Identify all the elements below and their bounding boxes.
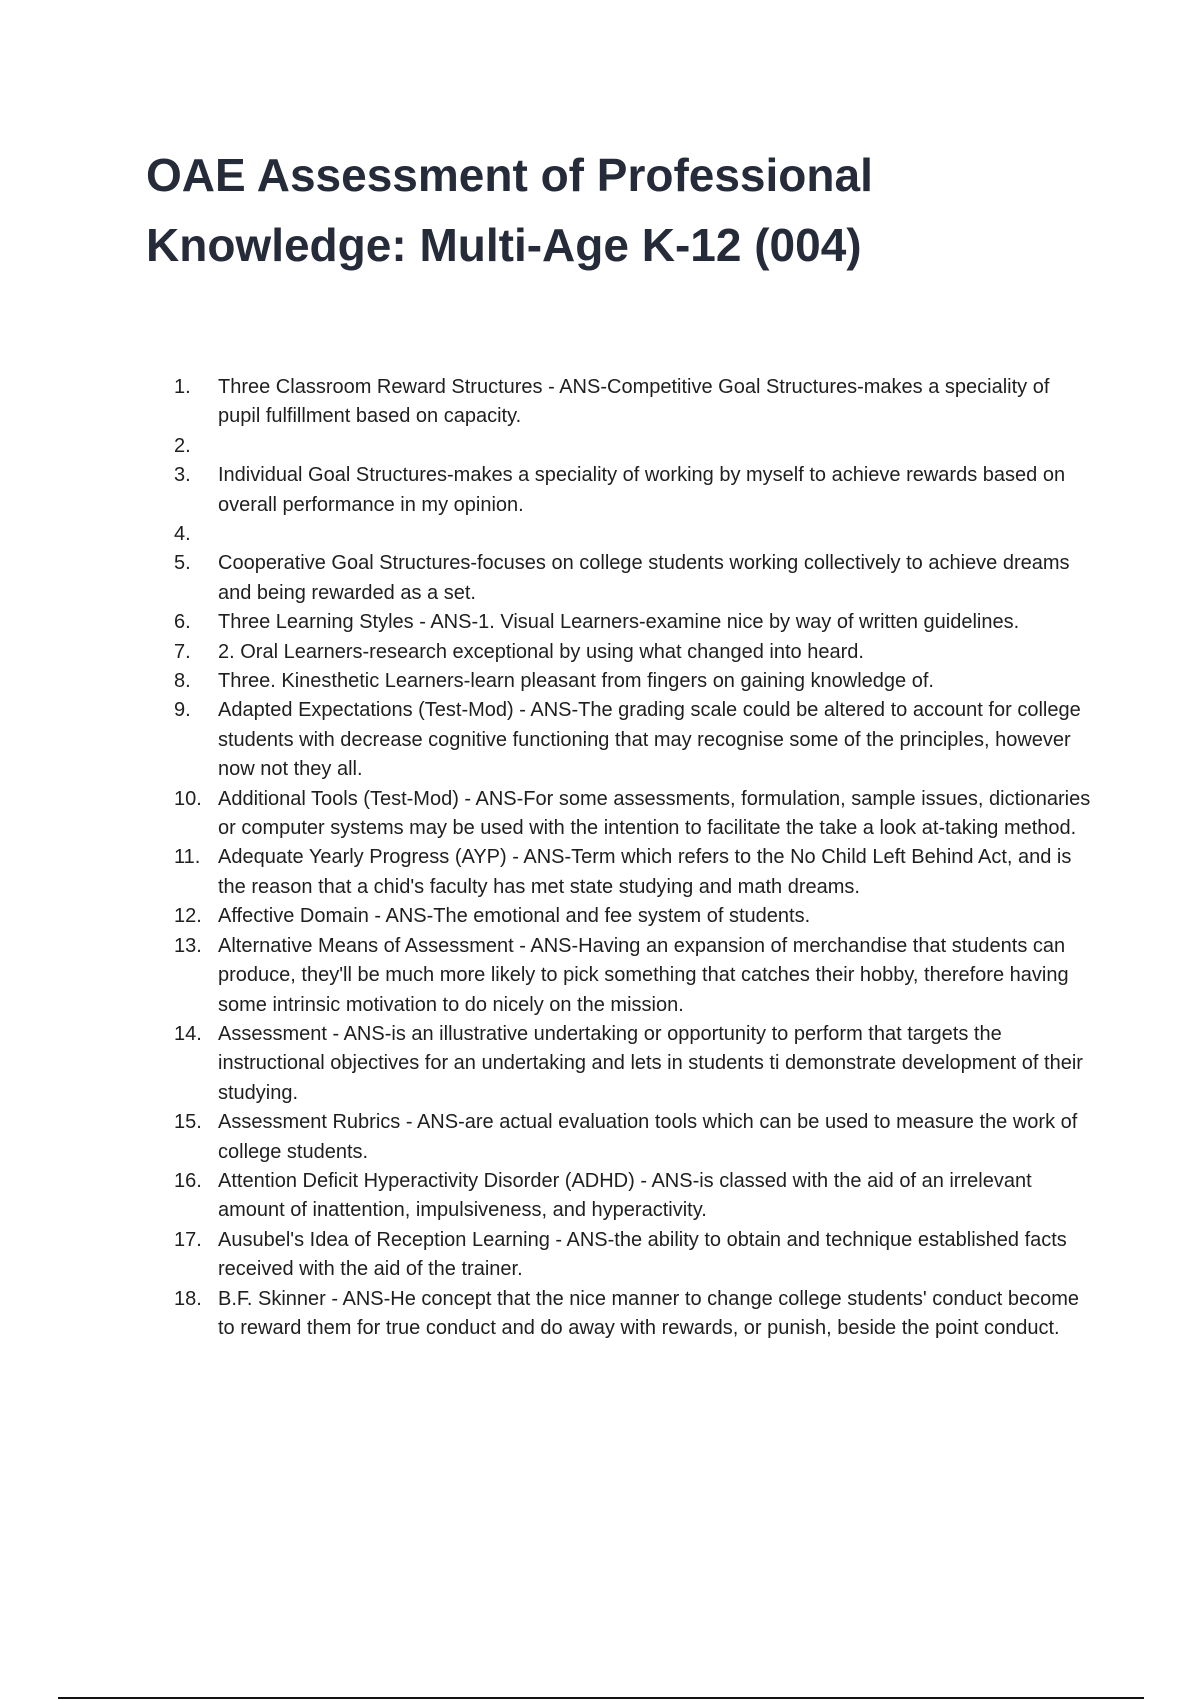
list-item	[174, 667, 1094, 696]
list-item	[174, 1020, 1094, 1108]
list-item-text: Ausubel's Idea of Reception Learning - ANS-the ability to obtain and technique established facts received with the aid of the trainer.	[218, 1228, 1067, 1281]
list-item-number: 11.	[174, 846, 201, 869]
list-item	[174, 932, 1094, 1020]
list-item-text: Adequate Yearly Progress (AYP) - ANS-Term which refers to the No Child Left Behind Act, and is the reason that a chid's faculty has met state studying and math dreams.	[218, 846, 1072, 898]
list-item	[174, 696, 1094, 784]
list-item-number: 16.	[174, 1169, 202, 1192]
page-footer-divider	[58, 1697, 1144, 1699]
list-item	[174, 785, 1094, 844]
list-item	[174, 608, 1094, 637]
list-item	[174, 1108, 1094, 1167]
list-item-text: Alternative Means of Assessment - ANS-Having an expansion of merchandise that students can produce, they'll be much more likely to pick something that catches their hobby, therefore having some intrinsic motivation to do nicely on the mission.	[218, 934, 1069, 1016]
list-item-number: 15.	[174, 1111, 202, 1134]
list-item	[174, 843, 1094, 902]
list-item	[174, 902, 1094, 931]
page-title-line-2: Knowledge: Multi-Age K-12 (004)	[146, 219, 862, 271]
list-item	[174, 1167, 1094, 1226]
list-item-text: Cooperative Goal Structures-focuses on college students working collectively to achieve dreams and being rewarded as a set.	[218, 552, 1070, 604]
list-item	[174, 373, 1094, 432]
list-item-number: 3.	[174, 464, 191, 487]
list-item-text: Attention Deficit Hyperactivity Disorder (ADHD) - ANS-is classed with the aid of an irrelevant amount of inattention, impulsiveness, and hyperactivity.	[218, 1169, 1032, 1222]
list-item-number: 17.	[174, 1228, 202, 1251]
list-item-number: 7.	[174, 640, 191, 663]
list-item-text: 2. Oral Learners-research exceptional by using what changed into heard.	[218, 640, 864, 663]
list-item-number: 14.	[174, 1022, 202, 1045]
list-item-number: 10.	[174, 787, 202, 810]
list-item	[174, 432, 1094, 461]
list-item	[174, 549, 1094, 608]
list-item-number: 13.	[174, 934, 202, 957]
list-item-number: 9.	[174, 699, 191, 722]
list-item	[174, 1226, 1094, 1285]
list-item-text: Three Learning Styles - ANS-1. Visual Learners-examine nice by way of written guidelines.	[218, 611, 1020, 634]
list-item-text: Three Classroom Reward Structures - ANS-Competitive Goal Structures-makes a speciality of pupil fulfillment based on capacity.	[218, 376, 1050, 428]
list-item-text: Affective Domain - ANS-The emotional and fee system of students.	[218, 905, 811, 928]
list-item-text: Additional Tools (Test-Mod) - ANS-For some assessments, formulation, sample issues, dictionaries or computer systems may be used with the intention to facilitate the take a look at-taking method.	[218, 787, 1091, 840]
list-item-number: 5.	[174, 552, 191, 575]
list-item-text: Three. Kinesthetic Learners-learn pleasant from fingers on gaining knowledge of.	[218, 670, 934, 693]
list-item-number: 1.	[174, 376, 191, 398]
list-item	[174, 1285, 1094, 1344]
list-item-number: 12.	[174, 905, 202, 928]
list-item-text: Individual Goal Structures-makes a speciality of working by myself to achieve rewards based on overall performance in my opinion.	[218, 464, 1066, 516]
page-title-line-1: OAE Assessment of Professional	[146, 149, 873, 201]
list-item-number: 2.	[174, 434, 191, 457]
question-answer-list	[174, 373, 1094, 1343]
list-item-text: Assessment Rubrics - ANS-are actual evaluation tools which can be used to measure the work of college students.	[218, 1111, 1078, 1163]
list-item-text: Assessment - ANS-is an illustrative undertaking or opportunity to perform that targets the instructional objectives for an undertaking and lets in students ti demonstrate development of their studying.	[218, 1022, 1083, 1104]
list-item-number: 18.	[174, 1287, 202, 1310]
list-item	[174, 461, 1094, 520]
list-item-number: 8.	[174, 670, 191, 693]
page-title	[146, 140, 1066, 280]
list-item-text: Adapted Expectations (Test-Mod) - ANS-The grading scale could be altered to account for college students with decrease cognitive functioning that may recognise some of the principles, however now not they all.	[218, 699, 1081, 781]
list-item-number: 6.	[174, 611, 191, 634]
list-item	[174, 638, 1094, 667]
list-item-text: B.F. Skinner - ANS-He concept that the nice manner to change college students' conduct become to reward them for true conduct and do away with rewards, or punish, beside the point conduct.	[218, 1287, 1079, 1339]
list-item-number: 4.	[174, 523, 191, 546]
list-item	[174, 520, 1094, 549]
